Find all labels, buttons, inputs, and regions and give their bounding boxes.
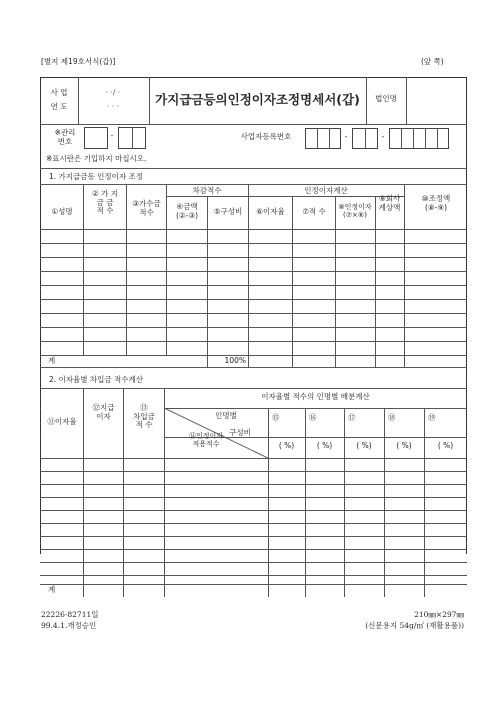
person-17-mark: ⑰ <box>348 413 356 422</box>
col-accumulated-header: ⑦적 수 <box>302 207 326 216</box>
management-number-box-1[interactable] <box>84 127 108 149</box>
management-number-label: ※관리 번호 <box>54 128 76 146</box>
col-company-booked-header: ⑨회사 계상액 <box>378 194 401 212</box>
notice-text: ※표시란은 기입하지 마십시오. <box>46 154 147 163</box>
pct-cell-15[interactable]: ( %) <box>278 441 295 450</box>
col-rate-header: ⑥이자율 <box>256 207 285 216</box>
person-15-mark: ⑮ <box>272 413 280 422</box>
col-advance-header: ② 가 지 금 금 적 수 <box>92 189 118 216</box>
group-interest-calc-header: 인정이자계산 <box>304 186 348 195</box>
col-borrowing-accumulated-header: ⑬ 차입금 적 수 <box>133 403 155 430</box>
section1-total-label: 계 <box>48 356 56 365</box>
col-paid-interest-header: ⑫지급 이자 <box>92 403 115 421</box>
group-net-balance-header: 차감적수 <box>192 186 222 195</box>
col-applied-accumulated-header: ⑭인정이자 적용적수 <box>188 432 224 449</box>
group-allocation-header: 이자율별 적수의 인명별 배분계산 <box>261 392 370 401</box>
person-19-mark: ⑲ <box>428 413 436 422</box>
col-amount-header: ④금액 (②-③) <box>175 202 198 220</box>
person-label: 인명별 <box>215 411 237 420</box>
col-adjustment-header: ⑩조정액 (⑧-⑨) <box>421 194 451 212</box>
form-code: 22226-82711일 99.4.1.개정승인 <box>41 610 99 631</box>
pct-cell-18[interactable]: ( %) <box>396 441 412 450</box>
col-interest-rate-header: ⑪이자율 <box>47 417 77 426</box>
pct-cell-17[interactable]: ( %) <box>356 441 372 450</box>
person-16-mark: ⑯ <box>309 413 317 422</box>
pct-cell-16[interactable]: ( %) <box>316 441 333 450</box>
biz-no-box-3[interactable] <box>389 128 449 149</box>
corporation-name-field[interactable] <box>407 78 466 123</box>
page-side-label: (앞 쪽) <box>421 57 444 66</box>
pct-cell-19[interactable]: ( %) <box>437 441 454 450</box>
form-number: [별지 제19호서식(갑)] <box>41 57 116 66</box>
section2-data-rows[interactable] <box>41 459 466 583</box>
section2-total-label: 계 <box>48 585 56 594</box>
person-18-mark: ⑱ <box>388 413 396 422</box>
form-title: 가지급금등의인정이자조정명세서(갑) <box>155 92 360 107</box>
col-provisional-receipt-header: ③가수금 적수 <box>132 199 161 217</box>
col-deemed-interest-header: ⑧인정이자 (⑦×⑥) <box>338 203 372 220</box>
corporation-name-label: 법인명 <box>375 94 397 103</box>
business-year-label: 사 업 연 도 <box>50 88 68 112</box>
business-registration-label: 사업자등록번호 <box>240 132 292 141</box>
section1-total-ratio: 100% <box>224 356 246 365</box>
col-name-header: ①성명 <box>51 207 73 216</box>
biz-no-box-1[interactable] <box>305 128 341 149</box>
section1-title: 1. 가지급금등 인정이자 조정 <box>49 172 144 181</box>
business-year-value[interactable]: · ·/ · · · · <box>105 88 121 112</box>
paper-spec: 210㎜×297㎜ (신문용지 54g/㎡ (재활용품)) <box>365 610 464 631</box>
col-composition-header: ⑤구성비 <box>213 207 243 216</box>
section2-title: 2. 이자율별 차입금 적수계산 <box>49 375 144 384</box>
ratio-label: 구성비 <box>229 428 251 437</box>
